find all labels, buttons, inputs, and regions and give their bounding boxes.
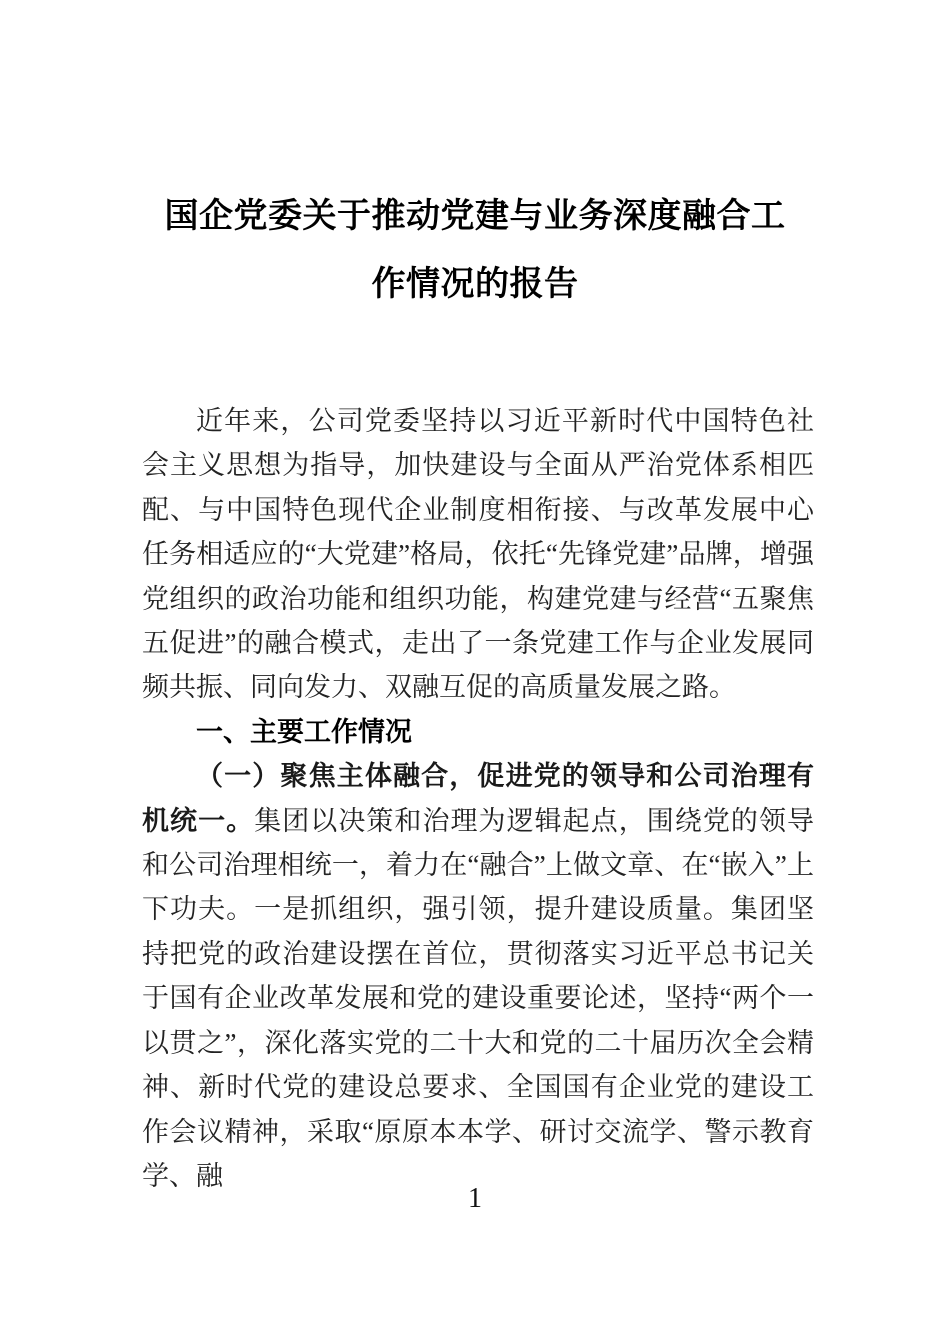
page-number: 1	[468, 1183, 482, 1214]
intro-paragraph: 近年来，公司党委坚持以习近平新时代中国特色社会主义思想为指导，加快建设与全面从严治党体系相匹配、与中国特色现代企业制度相衔接、与改革发展中心任务相适应的“大党建”格局，依托“先锋党建”品牌，增强党组织的政治功能和组织功能，构建党建与经营“五聚焦五促进”的融合模式，走出了一条党建工作与企业发展同频共振、同向发力、双融互促的高质量发展之路。	[142, 406, 814, 703]
title-line-2: 作情况的报告	[371, 266, 579, 303]
section-1-heading: 一、主要工作情况	[196, 716, 412, 747]
title-line-1: 国企党委关于推动党建与业务深度融合工	[164, 198, 786, 235]
section-1-paragraph-1	[142, 754, 814, 1198]
section-1-lead-sentence: （一）聚焦主体融合，促进党的领导和公司治理有机统一。	[142, 761, 814, 836]
document-title	[0, 183, 950, 319]
section-1-paragraph-text: 集团以决策和治理为逻辑起点，围绕党的领导和公司治理相统一，着力在“融合”上做文章、在“嵌入”上下功夫。一是抓组织，强引领，提升建设质量。集团坚持把党的政治建设摆在首位，贯彻落实习近平总书记关于国有企业改革发展和党的建设重要论述，坚持“两个一以贯之”，深化落实党的二十大和党的二十届历次全会精神、新时代党的建设总要求、全国国有企业党的建设工作会议精神，采取“原原本本学、研讨交流学、警示教育学、融	[142, 805, 815, 1191]
document-body	[142, 399, 814, 1198]
